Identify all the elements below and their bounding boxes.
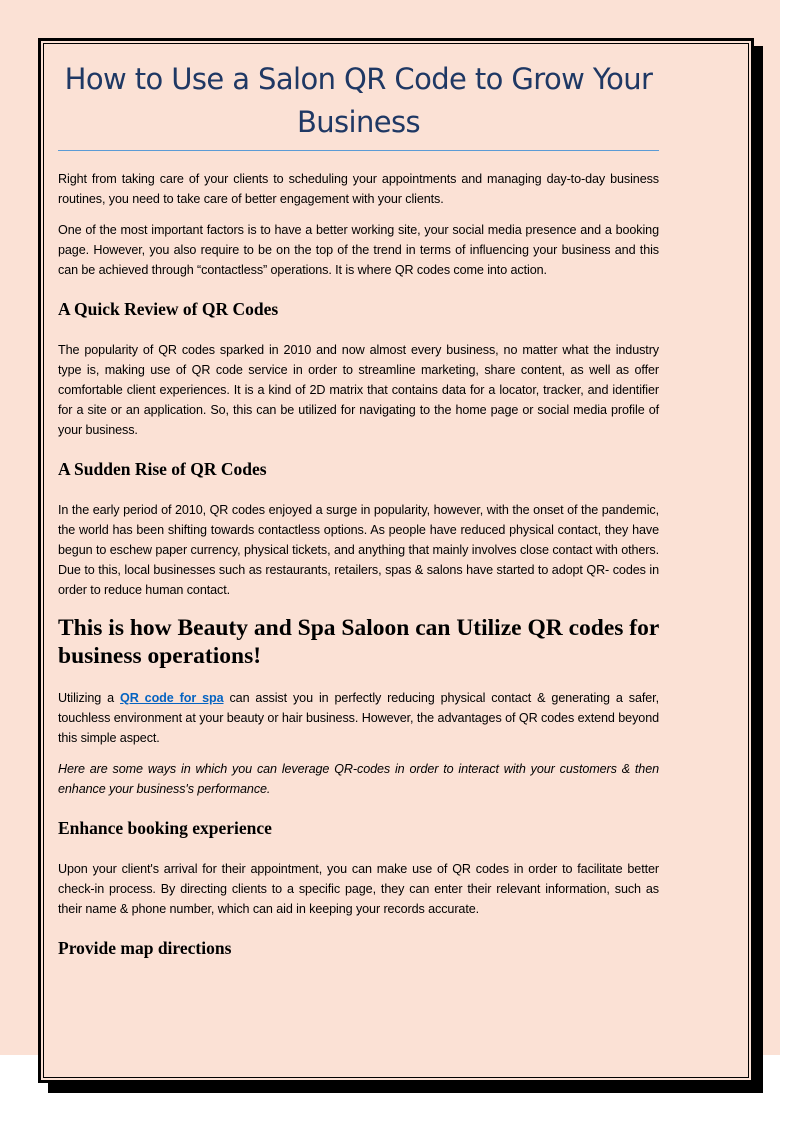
heading-quick-review: A Quick Review of QR Codes: [58, 299, 279, 319]
heading-enhance-booking: Enhance booking experience: [58, 818, 272, 838]
sudden-rise-paragraph: In the early period of 2010, QR codes enjoyed a surge in popularity, however, with the onset of the pandemic, the world has been shifting towards contactless options. As people have reduced physical contact, they have begun to eschew paper currency, physical tickets, and anything that mainly involves close contact with others. Due to this, local businesses such as restaurants, retailers, spas & salons have started to adopt QR- codes in order to reduce human contact.: [58, 503, 659, 597]
intro-paragraph-2: One of the most important factors is to have a better working site, your social media presence and a booking page. However, you also require to be on the top of the trend in terms of influencing your business and this can be achieved through “contactless” operations. It is where QR codes come into action.: [58, 223, 659, 277]
enhance-booking-paragraph: Upon your client's arrival for their appointment, you can make use of QR codes in order to facilitate better check-in process. By directing clients to a specific page, they can enter their relevant information, such as their name & phone number, which can aid in keeping your records accurate.: [58, 862, 659, 916]
utilize-text-after-link: can assist you in perfectly reducing physical contact & generating a safer, touchless environment at your beauty or hair business. However, the advantages of QR codes extend beyond this simple aspect.: [58, 691, 659, 745]
heading-sudden-rise: A Sudden Rise of QR Codes: [58, 459, 267, 479]
qr-code-for-spa-link[interactable]: QR code for spa: [120, 691, 224, 705]
heading-map-directions: Provide map directions: [58, 938, 232, 958]
intro-paragraph-1: Right from taking care of your clients to scheduling your appointments and managing day-to-day business routines, you need to take care of better engagement with your clients.: [58, 172, 659, 206]
document-title: How to Use a Salon QR Code to Grow Your Business: [64, 62, 653, 139]
heading-utilize-qr: This is how Beauty and Spa Saloon can Utilize QR codes for business operations!: [58, 615, 659, 669]
utilize-text-before-link: Utilizing a: [58, 691, 121, 705]
quick-review-paragraph: The popularity of QR codes sparked in 2010 and now almost every business, no matter what the industry type is, making use of QR code service in order to streamline marketing, share content, as well as offer comfortable client experiences. It is a kind of 2D matrix that contains data for a locator, tracker, and identifier for a site or an application. So, this can be utilized for navigating to the home page or social media profile of your business.: [58, 343, 659, 437]
title-underline: [58, 150, 659, 151]
document-content: [58, 58, 659, 979]
ways-italic-note: Here are some ways in which you can leverage QR-codes in order to interact with your customers & then enhance your business's performance.: [58, 762, 659, 796]
utilize-paragraph: [58, 688, 659, 748]
